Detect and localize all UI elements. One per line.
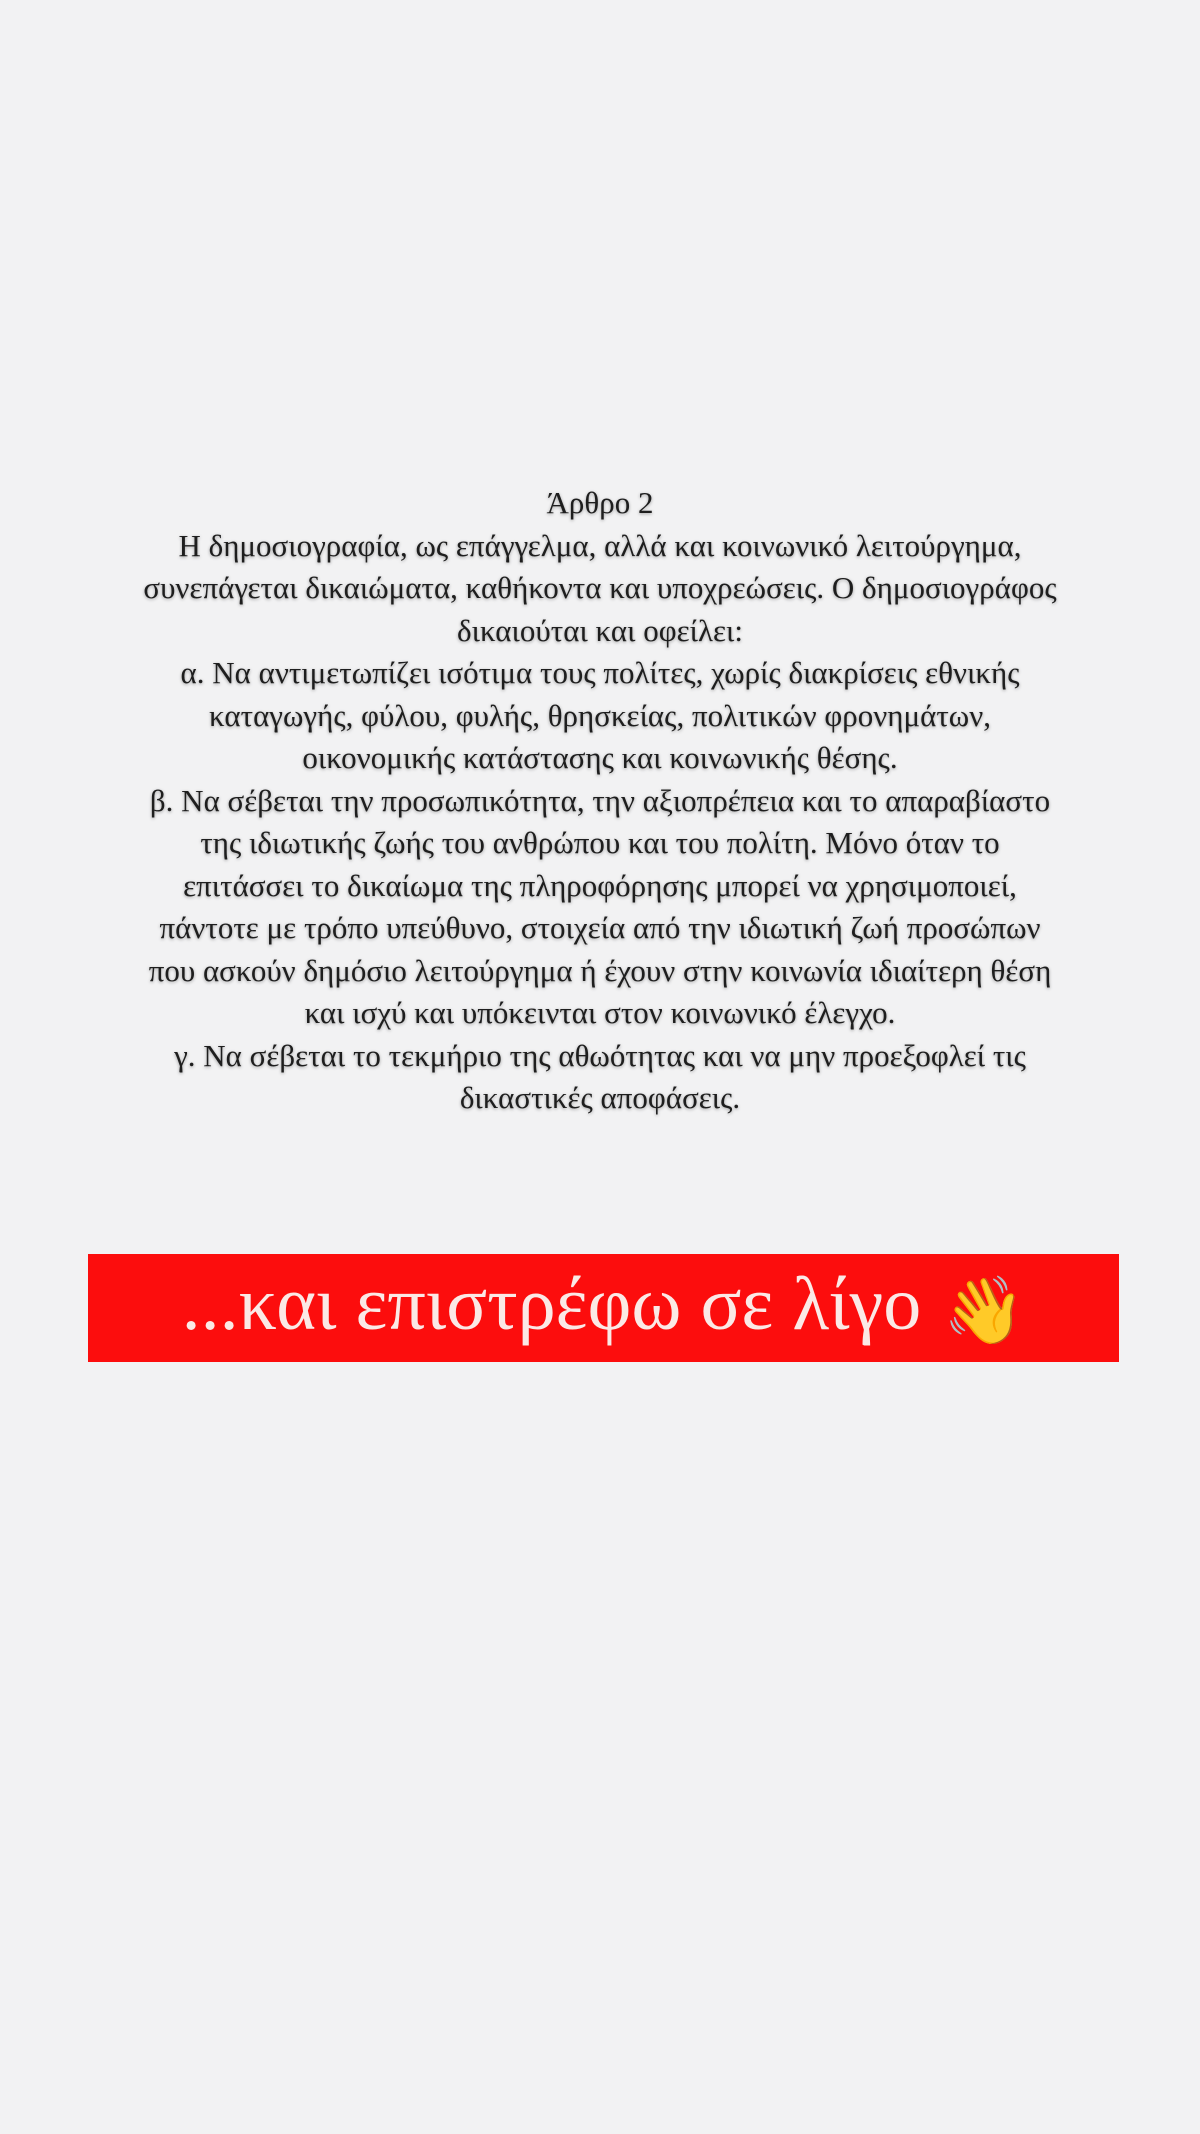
article-line: οικονομικής κατάστασης και κοινωνικής θέσης. [302, 740, 898, 775]
article-line: δικαιούται και οφείλει: [457, 612, 743, 648]
article-line: επιτάσσει το δικαίωμα της πληροφόρησης μπορεί να χρησιμοποιεί, [183, 867, 1017, 903]
article-line: πάντοτε με τρόπο υπεύθυνο, στοιχεία από την ιδιωτική ζωή προσώπων [159, 910, 1041, 945]
waving-hand-icon: 👋 [943, 1274, 1026, 1348]
article-text-block [0, 482, 1200, 1120]
be-right-back-banner [88, 1254, 1119, 1362]
article-line: γ. Να σέβεται το τεκμήριο της αθωότητας και να μην προεξοφλεί τις [174, 1037, 1026, 1073]
article-line: δικαστικές αποφάσεις. [459, 1080, 741, 1115]
article-line: Η δημοσιογραφία, ως επάγγελμα, αλλά και κοινωνικό λειτούργημα, [178, 527, 1022, 563]
article-line: α. Να αντιμετωπίζει ισότιμα τους πολίτες, χωρίς διακρίσεις εθνικής [180, 655, 1020, 690]
article-line: καταγωγής, φύλου, φυλής, θρησκείας, πολιτικών φρονημάτων, [209, 697, 991, 733]
article-line: συνεπάγεται δικαιώματα, καθήκοντα και υποχρεώσεις. Ο δημοσιογράφος [143, 570, 1057, 605]
article-line: της ιδιωτικής ζωής του ανθρώπου και του πολίτη. Μόνο όταν το [200, 825, 1000, 860]
banner-label: ...και επιστρέφω σε λίγο [181, 1261, 922, 1346]
article-line: β. Να σέβεται την προσωπικότητα, την αξιοπρέπεια και το απαραβίαστο [149, 782, 1051, 818]
banner-text [181, 1261, 1026, 1348]
article-title: Άρθρο 2 [546, 485, 654, 520]
article-line: που ασκούν δημόσιο λειτούργημα ή έχουν στην κοινωνία ιδιαίτερη θέση [148, 952, 1052, 988]
article-line: και ισχύ και υπόκεινται στον κοινωνικό έλεγχο. [304, 995, 896, 1030]
